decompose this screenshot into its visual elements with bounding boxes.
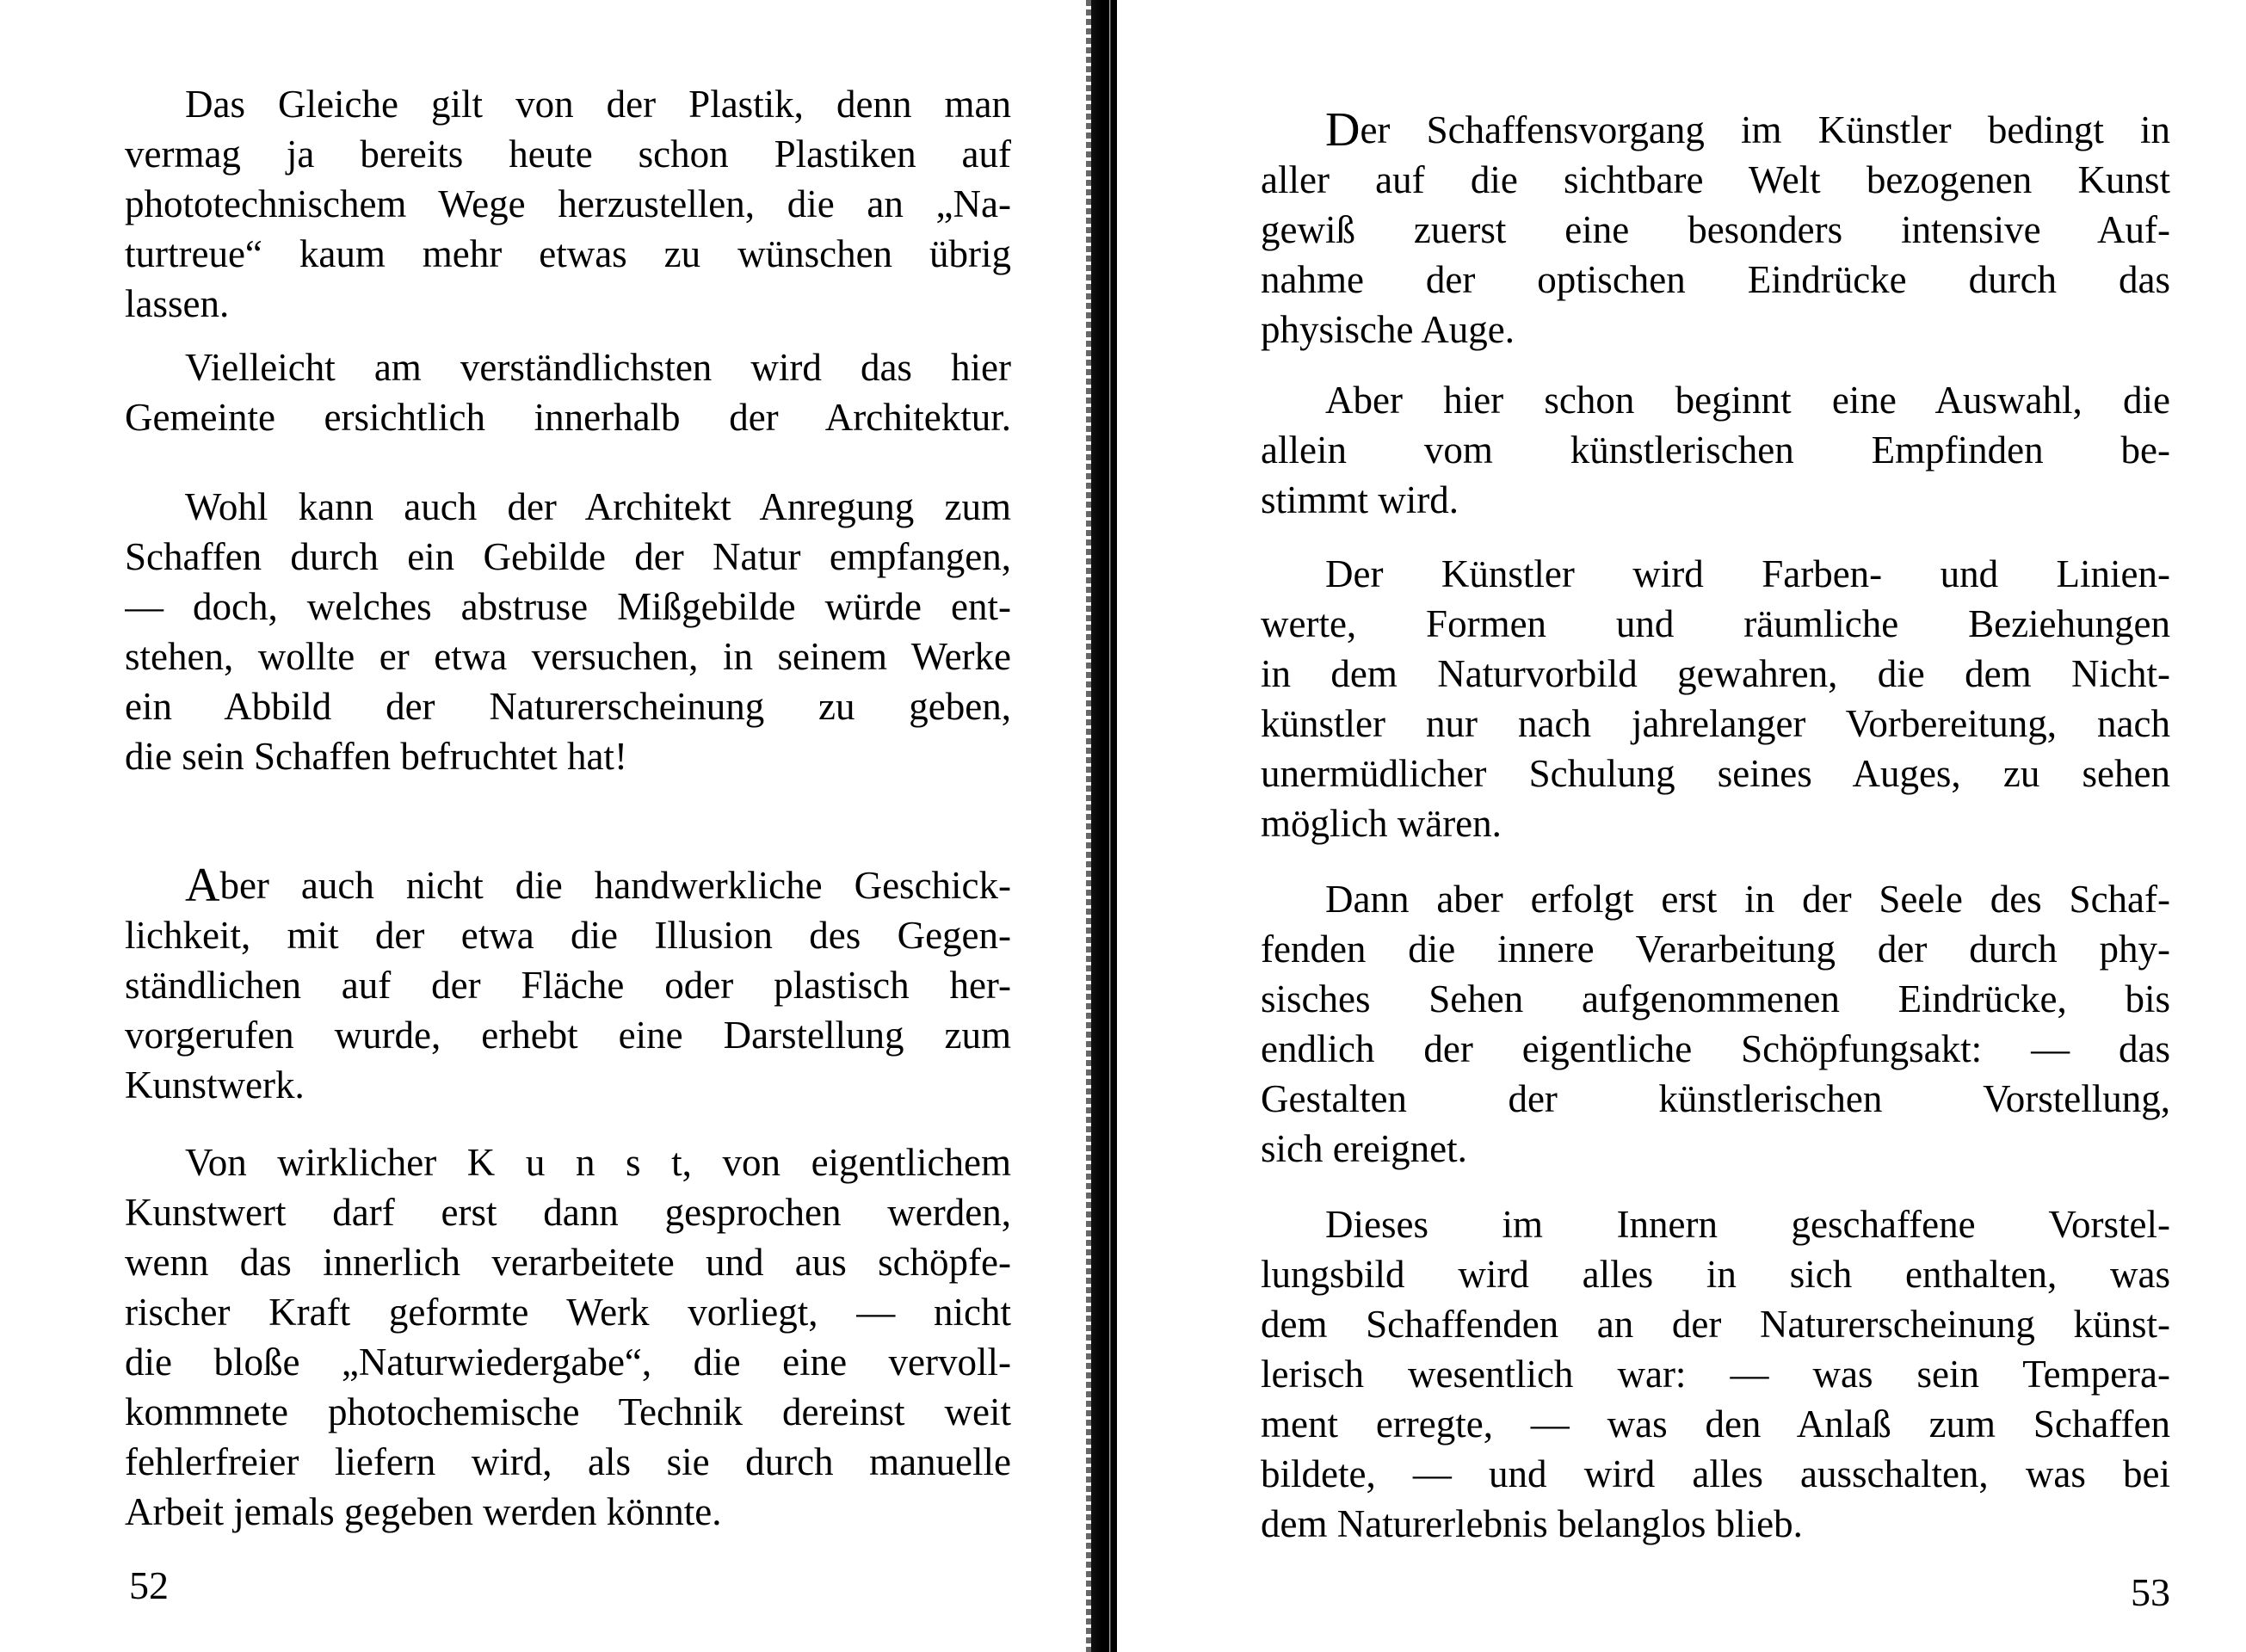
text-line: physische Auge. (1261, 308, 1515, 351)
text-line: stehen, wollte er etwa versuchen, in seinem Werke (125, 635, 1011, 678)
text-line-rest: ber auch nicht die handwerkliche Geschick- (219, 864, 1011, 907)
text-line: die sein Schaffen befruchtet hat! (125, 735, 627, 778)
drop-initial: D (1325, 105, 1361, 155)
text-line: fenden die innere Verarbeitung der durch phy- (1261, 928, 2170, 971)
text-line: sisches Sehen aufgenommenen Eindrücke, bis (1261, 977, 2170, 1020)
text-line: gewiß zuerst eine besonders intensive Auf- (1261, 208, 2170, 251)
text-line: Aber hier schon beginnt eine Auswahl, die (1325, 379, 2170, 422)
text-line: ment erregte, — was den Anlaß zum Schaffen (1261, 1402, 2170, 1446)
text-line: bildete, — und wird alles ausschalten, was bei (1261, 1452, 2170, 1495)
text-line: phototechnischem Wege herzustellen, die an „Na- (125, 182, 1011, 225)
text-line: Gestalten der künstlerischen Vorstellung, (1261, 1077, 2170, 1120)
text-line: dem Naturerlebnis belanglos blieb. (1261, 1502, 1803, 1545)
page-number-left: 52 (129, 1563, 169, 1607)
text-line: ständlichen auf der Fläche oder plastisch her- (125, 964, 1011, 1007)
text-line: vorgerufen wurde, erhebt eine Darstellung zum (125, 1014, 1011, 1057)
text-line: die bloße „Naturwiedergabe“, die eine vervoll- (125, 1341, 1011, 1384)
text-line: Gemeinte ersichtlich innerhalb der Architektur. (125, 396, 1011, 439)
text-line: möglich wären. (1261, 802, 1502, 845)
text-line: dem Schaffenden an der Naturerscheinung künst- (1261, 1303, 2170, 1346)
text-line: Dieses im Innern geschaffene Vorstel- (1325, 1203, 2170, 1246)
text-line (185, 860, 1011, 910)
drop-initial: A (185, 860, 220, 910)
text-line: Dann aber erfolgt erst in der Seele des Schaf- (1325, 878, 2170, 921)
text-line: lungsbild wird alles in sich enthalten, was (1261, 1253, 2170, 1296)
text-line: Kunstwert darf erst dann gesprochen werden, (125, 1191, 1011, 1234)
text-line: Der Künstler wird Farben- und Linien- (1325, 552, 2170, 595)
text-line: unermüdlicher Schulung seines Auges, zu sehen (1261, 752, 2170, 795)
text-line: lerisch wesentlich war: — was sein Tempera- (1261, 1353, 2170, 1396)
text-line-rest: er Schaffensvorgang im Künstler bedingt in (1360, 108, 2170, 151)
text-line: allein vom künstlerischen Empfinden be- (1261, 428, 2170, 472)
text-line: lassen. (125, 282, 230, 325)
text-line: nahme der optischen Eindrücke durch das (1261, 258, 2170, 301)
text-line: in dem Naturvorbild gewahren, die dem Nicht- (1261, 652, 2170, 695)
text-line: ein Abbild der Naturerscheinung zu geben, (125, 685, 1011, 728)
text-line: Schaffen durch ein Gebilde der Natur empfangen, (125, 535, 1011, 578)
text-line (1325, 105, 2170, 155)
page-number-right: 53 (2131, 1570, 2170, 1614)
text-line: sich ereignet. (1261, 1127, 1467, 1170)
text-line: Arbeit jemals gegeben werden könnte. (125, 1490, 722, 1533)
text-line: werte, Formen und räumliche Beziehungen (1261, 602, 2170, 645)
text-line: Vielleicht am verständlichsten wird das hier (185, 346, 1011, 389)
book-spine (1091, 0, 1117, 1652)
text-line: endlich der eigentliche Schöpfungsakt: — das (1261, 1027, 2170, 1070)
text-line: Das Gleiche gilt von der Plastik, denn man (185, 83, 1011, 126)
text-line: wenn das innerlich verarbeitete und aus schöpfe- (125, 1241, 1011, 1284)
text-line: kommnete photochemische Technik dereinst weit (125, 1390, 1011, 1433)
text-line: turtreue“ kaum mehr etwas zu wünschen übrig (125, 232, 1011, 275)
text-line: Von wirklicher K u n s t, von eigentlichem (185, 1141, 1011, 1184)
text-line: aller auf die sichtbare Welt bezogenen Kunst (1261, 158, 2170, 201)
text-line: lichkeit, mit der etwa die Illusion des Gegen- (125, 914, 1011, 957)
text-line: Kunstwerk. (125, 1063, 305, 1106)
text-line: rischer Kraft geformte Werk vorliegt, — nicht (125, 1291, 1011, 1334)
text-line: stimmt wird. (1261, 478, 1459, 521)
text-line: fehlerfreier liefern wird, als sie durch manuelle (125, 1440, 1011, 1483)
text-line: künstler nur nach jahrelanger Vorbereitung, nach (1261, 702, 2170, 745)
text-line: vermag ja bereits heute schon Plastiken auf (125, 133, 1011, 176)
text-line: Wohl kann auch der Architekt Anregung zum (185, 485, 1011, 528)
text-line: — doch, welches abstruse Mißgebilde würde ent- (125, 585, 1011, 628)
